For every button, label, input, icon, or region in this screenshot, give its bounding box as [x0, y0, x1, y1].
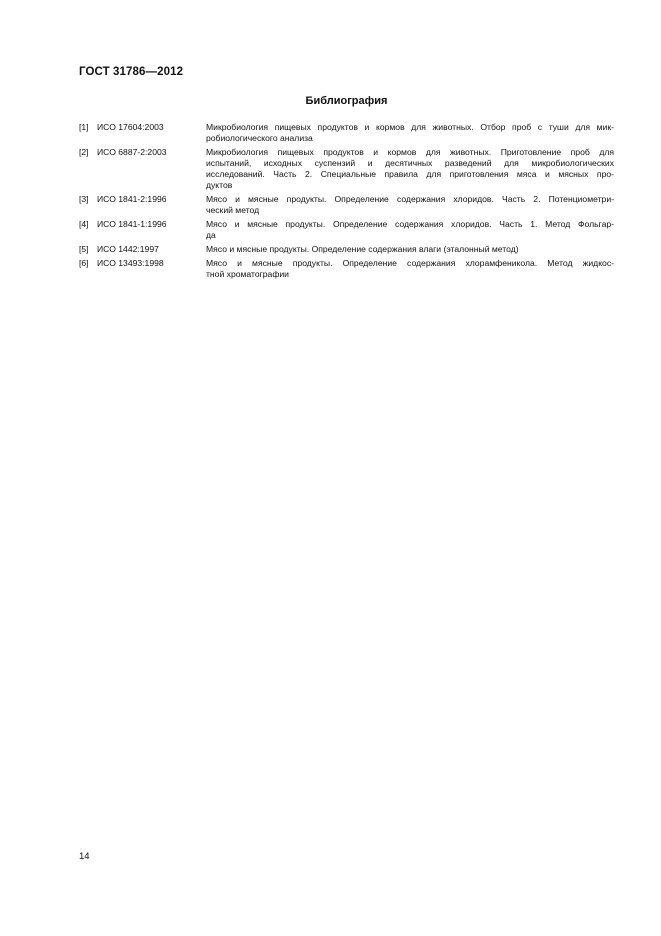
page-number: 14	[79, 851, 90, 862]
entry-title-line: дуктов	[206, 180, 233, 190]
entry-standard-code: ИСО 1841-1:1996	[97, 219, 167, 229]
entry-title-line: Мясо и мясные продукты. Определение содержания хлоридов. Часть 1. Метод Фольгар-	[206, 219, 614, 229]
entry-title-line: Мясо и мясные продукты. Определение содержания хлорамфеникола. Метод жидкос-	[206, 258, 614, 268]
entry-title-line: робиологического анализа	[206, 133, 313, 143]
bibliography-entry	[79, 122, 614, 144]
bibliography-entry	[79, 194, 614, 216]
entry-title	[206, 244, 614, 255]
entry-standard-code: ИСО 1442:1997	[97, 244, 159, 254]
entry-title-line: Микробиология пищевых продуктов и кормов для животных. Отбор проб с туши для мик-	[206, 122, 614, 132]
entry-title-line: испытаний, исходных суспензий и десятичных разведений для микробиологических	[206, 158, 614, 168]
entry-title-line: тной хроматографии	[206, 269, 289, 279]
section-title: Библиография	[305, 95, 388, 107]
entry-title-line: Мясо и мясные продукты. Определение содержания влаги (эталонный метод)	[206, 244, 519, 254]
entry-number: [3]	[79, 194, 89, 204]
entry-title	[206, 194, 614, 216]
entry-title	[206, 122, 614, 144]
bibliography-entry	[79, 244, 614, 255]
entry-number: [4]	[79, 219, 89, 229]
entry-standard-code: ИСО 17604:2003	[97, 122, 164, 132]
entry-standard-code: ИСО 6887-2:2003	[97, 147, 167, 157]
entry-number: [2]	[79, 147, 89, 157]
entry-title-line: исследований. Часть 2. Специальные правила для приготовления мяса и мясных про-	[206, 169, 614, 179]
entry-title-line: Мясо и мясные продукты. Определение содержания хлоридов. Часть 2. Потенциометри-	[206, 194, 614, 204]
entry-standard-code: ИСО 13493:1998	[97, 258, 164, 268]
document-header: ГОСТ 31786—2012	[79, 66, 184, 78]
entry-title-line: да	[206, 230, 216, 240]
entry-number: [6]	[79, 258, 89, 268]
entry-title	[206, 147, 614, 191]
entry-number: [5]	[79, 244, 89, 254]
entry-number: [1]	[79, 122, 89, 132]
entry-title-line: ческий метод	[206, 205, 260, 215]
entry-title-line: Микробиология пищевых продуктов и кормов для животных. Приготовление проб для	[206, 147, 614, 157]
entry-standard-code: ИСО 1841-2:1996	[97, 194, 167, 204]
bibliography-list	[79, 122, 614, 283]
entry-title	[206, 258, 614, 280]
bibliography-entry	[79, 147, 614, 191]
bibliography-entry	[79, 258, 614, 280]
bibliography-entry	[79, 219, 614, 241]
entry-title	[206, 219, 614, 241]
